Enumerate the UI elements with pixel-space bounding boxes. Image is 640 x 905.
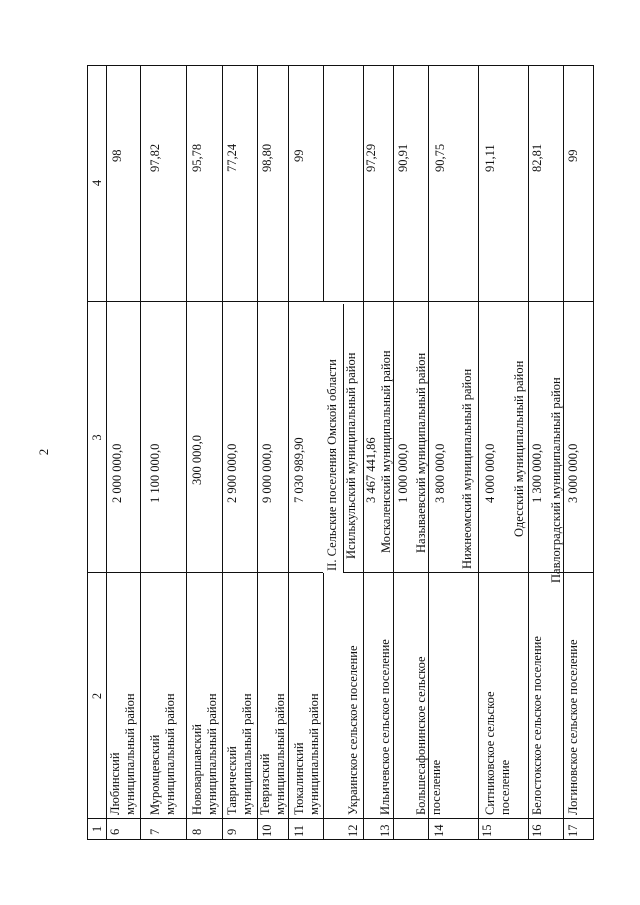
row-number: 7 [148, 828, 162, 835]
row-divider [140, 66, 141, 839]
row-number: 8 [190, 828, 204, 835]
row-divider [288, 66, 289, 839]
row-number: 10 [260, 824, 274, 837]
row-name: Украинское сельское поселение [346, 645, 360, 815]
district-heading: Называевский муниципальный район [414, 352, 428, 553]
row-amount: 1 100 000,0 [148, 443, 162, 503]
header-col-2: 2 [90, 692, 104, 700]
row-percent: 90,91 [396, 143, 410, 172]
header-col-1: 1 [90, 825, 104, 833]
col-divider [88, 818, 593, 819]
district-heading: Москаленский муниципальный район [379, 350, 393, 553]
row-amount: 2 000 000,0 [110, 443, 124, 503]
row-percent: 90,75 [433, 143, 447, 172]
data-table [87, 65, 594, 840]
row-number: 6 [108, 828, 122, 835]
row-name: Логиновское сельское поселение [566, 639, 580, 815]
district-heading: Одесский муниципальный район [512, 360, 526, 537]
row-amount: 9 000 000,0 [260, 443, 274, 503]
row-amount: 2 900 000,0 [225, 443, 239, 503]
row-name: Любинский муниципальный район [108, 693, 137, 815]
section-title: II. Сельские поселения Омской области [325, 359, 339, 571]
row-amount: 300 000,0 [190, 435, 204, 485]
table-container [87, 65, 594, 840]
row-name: Таврический муниципальный район [225, 693, 254, 815]
row-number: 16 [530, 824, 544, 837]
row-amount: 1 000 000,0 [396, 443, 410, 503]
row-percent: 98 [110, 149, 124, 162]
row-amount: 1 300 000,0 [530, 443, 544, 503]
district-heading: Павлоградский муниципальный район [549, 377, 563, 583]
row-name: Ситниковское сельское поселение [483, 691, 512, 815]
row-number: 13 [378, 824, 392, 837]
page-number: 2 [36, 448, 51, 456]
row-name: Большесафонинское сельское поселение [414, 656, 443, 815]
row-amount: 3 467 441,86 [364, 437, 378, 503]
row-name: Нововаршавский муниципальный район [190, 693, 219, 815]
row-amount: 3 000 000,0 [566, 443, 580, 503]
row-percent: 98,80 [260, 143, 274, 172]
row-name: Тюкалинский муниципальный район [292, 693, 321, 815]
row-divider [186, 66, 187, 839]
row-number: 14 [432, 824, 446, 837]
row-divider [478, 66, 479, 839]
row-number: 17 [566, 824, 580, 837]
row-number: 15 [480, 824, 494, 837]
row-percent: 82,81 [530, 143, 544, 172]
district-heading: Нижнеомский муниципальный район [460, 368, 474, 569]
row-name: Белостокское сельское поселение [530, 636, 544, 815]
header-col-3: 3 [90, 434, 104, 441]
row-percent: 95,78 [190, 143, 204, 172]
district-heading: Исилькульский муниципальный район [344, 352, 358, 559]
row-amount: 4 000 000,0 [483, 443, 497, 503]
row-percent: 97,82 [148, 143, 162, 172]
row-divider [222, 66, 223, 839]
row-amount: 7 030 989,90 [292, 437, 306, 503]
row-name: Ильичевское сельское поселение [378, 639, 392, 815]
row-percent: 91,11 [483, 144, 497, 172]
row-percent: 97,29 [364, 143, 378, 172]
row-percent: 77,24 [225, 143, 239, 172]
row-number: 12 [346, 824, 360, 837]
row-percent: 99 [292, 149, 306, 162]
row-amount: 3 800 000,0 [433, 443, 447, 503]
row-percent: 99 [566, 149, 580, 162]
row-number: 9 [225, 828, 239, 835]
row-name: Тевризский муниципальный район [258, 693, 287, 815]
row-divider [106, 66, 107, 839]
row-name: Муромцевский муниципальный район [148, 693, 177, 815]
row-divider [528, 66, 529, 839]
header-col-4: 4 [90, 179, 104, 187]
row-number: 11 [292, 824, 306, 837]
